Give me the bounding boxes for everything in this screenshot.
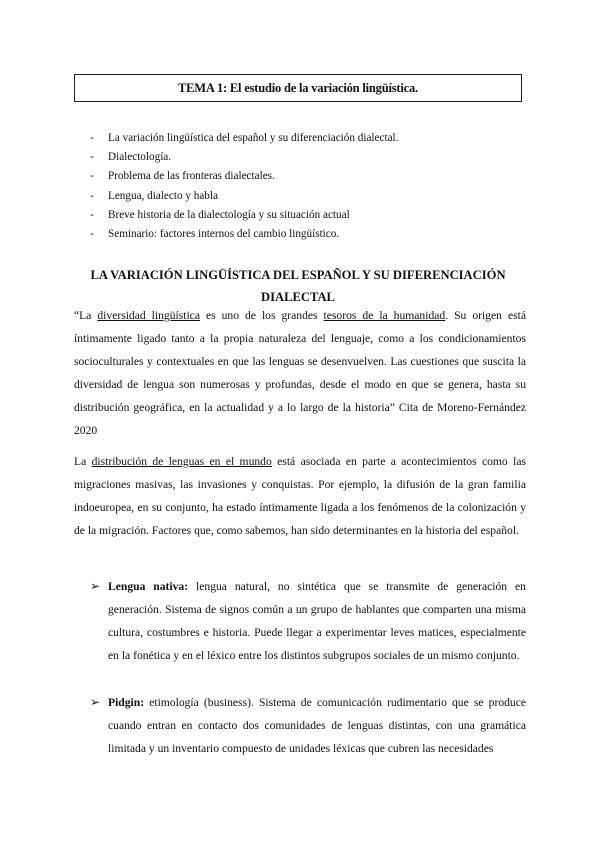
dash-bullet: - [90, 151, 94, 164]
quote-rest: . Su origen está íntimamente ligado tanto a la propia naturaleza del lenguaje, como a los condicionamientos socioculturales y contextuales en que las lenguas se desenvuelven. Las cuestiones que suscita la diversidad de lengua son numerosas y profundas, desde el modo en que se genera, hasta su distribución geográfica, en la actualidad y a lo largo de la historia” Cita de Moreno-Fernández 2020 [74, 309, 526, 437]
definition-body: etimología (business). Sistema de comunicación rudimentario que se produce cuando entran en contacto dos comunidades de lenguas distintas, con una gramática limitada y un inventario compuesto de unidades léxicas que cubren las necesidades [108, 696, 526, 755]
distribution-paragraph [74, 450, 526, 542]
arrowhead-bullet-icon: ➢ [90, 695, 101, 709]
underlined-term-treasures: tesoros de la humanidad [323, 309, 446, 322]
definition-term: Lengua nativa: [108, 580, 189, 593]
outline-item-text: Problema de las fronteras dialectales. [108, 170, 275, 183]
dash-bullet: - [90, 208, 94, 221]
dash-bullet: - [90, 132, 94, 144]
outline-item [90, 225, 398, 244]
dash-bullet: - [90, 189, 94, 202]
dash-bullet: - [90, 227, 94, 240]
quote-open: “La [74, 309, 98, 322]
definition-item [74, 575, 526, 667]
outline-item [90, 187, 398, 206]
topic-title: TEMA 1: El estudio de la variación lingüística. [178, 80, 418, 95]
outline-item [90, 148, 398, 167]
definition-body: lengua natural, no sintética que se transmite de generación en generación. Sistema de signos común a un grupo de hablantes que comparten una misma cultura, costumbres e historia. Puede llegar a experimentar leves matices, especialmente en la fonética y en el léxico entre los distintos subgrupos sociales de un mismo conjunto. [108, 580, 526, 662]
topic-title-box [74, 74, 522, 102]
quote-mid: es uno de los grandes [199, 309, 324, 322]
definition-text [108, 691, 526, 760]
topic-outline-list [90, 129, 398, 244]
paragraph-rest: está asociada en parte a acontecimientos como las migraciones masivas, las invasiones y conquistas. Por ejemplo, la difusión de la gran familia indoeuropea, en su conjunto, ha estado íntimamente ligada a los fenómenos de la colonización y de la migración. Factores que, como sabemos, han sido determinantes en la historia del español. [74, 455, 526, 537]
paragraph-lead: La [74, 455, 92, 468]
underlined-term-diversity: diversidad lingüística [97, 309, 200, 322]
outline-item-text: La variación lingüística del español y su diferenciación dialectal. [108, 132, 399, 144]
outline-item-text: Seminario: factores internos del cambio lingüístico. [108, 227, 340, 240]
section-heading-line-2: DIALECTAL [261, 290, 335, 304]
dash-bullet: - [90, 170, 94, 183]
outline-item-text: Lengua, dialecto y habla [108, 189, 218, 202]
outline-item [90, 206, 398, 225]
quote-paragraph [74, 304, 526, 442]
section-heading-line-1: LA VARIACIÓN LINGÜÍSTICA DEL ESPAÑOL Y SU DIFERENCIACIÓN [90, 268, 506, 282]
section-heading [74, 264, 522, 308]
arrowhead-bullet-icon: ➢ [90, 579, 101, 593]
outline-item [90, 129, 398, 148]
definition-text [108, 575, 526, 667]
outline-item-text: Breve historia de la dialectología y su situación actual [108, 208, 350, 221]
outline-item [90, 167, 398, 186]
definition-item [74, 691, 526, 760]
outline-item-text: Dialectología. [108, 151, 172, 164]
underlined-term-distribution: distribución de lenguas en el mundo [91, 455, 272, 468]
definition-term: Pidgin: [108, 696, 145, 709]
definition-list [74, 575, 526, 784]
